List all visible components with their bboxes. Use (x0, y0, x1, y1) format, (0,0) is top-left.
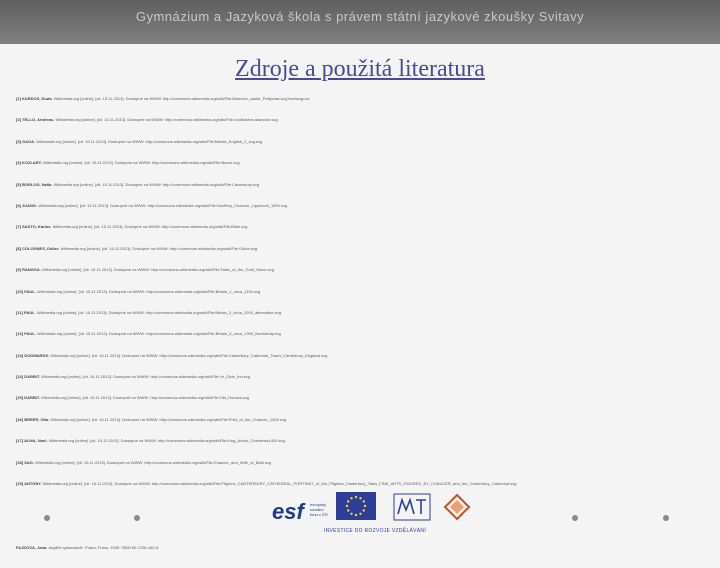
reference-author: FAJKOVÁ, Jana. (16, 546, 49, 551)
reference-item (16, 161, 706, 165)
reference-item (16, 225, 706, 229)
reference-work: Wikimedia.org (37, 289, 63, 294)
reference-work: Wikimedia.org (41, 396, 67, 401)
reference-author: [9] RANGGA. (16, 268, 42, 273)
reference-work: Wikimedia.org (38, 203, 64, 208)
reference-author: [5] BORLOG, Naïla. (16, 182, 54, 187)
reference-item (16, 183, 706, 187)
reference-item (16, 396, 706, 400)
reference-author: [12] PAUL. (16, 332, 38, 337)
reference-details: [online]. [cit. 15.11.2013]. Dostupné na WWW: http://commons.wikimedia.org/wiki/File:Tales_of_the_Gold_Stone.svg (67, 268, 274, 273)
reference-author: [17] ALMA, Noel. (16, 439, 49, 444)
bullet-dot-left-2 (134, 515, 140, 521)
school-name: Gymnázium a Jazyková škola s právem státní jazykové zkoušky Svitavy (135, 9, 585, 24)
reference-author: [4] KOZLARY. (16, 161, 43, 166)
reference-item (16, 290, 706, 294)
reference-details: [online]. [cit. 15.11.2013]. Dostupné na WWW: http://commons.wikimedia.org/wiki/File:King_Arthur_Christmas1400.svg (74, 439, 285, 444)
reference-details: [online]. [cit. 15.11.2013]. Dostupné na WWW: http://commons.wikimedia.org/wiki/File:Lindisfarne.abandon.svg (80, 118, 278, 123)
reference-item (16, 140, 706, 144)
reference-author: [8] COLOGNES, Didier. (16, 246, 61, 251)
reference-details: [online]. [cit. 15.11.2013]. Dostupné na WWW: http://commons.wikimedia.org/wiki/File:Ye_Olde_Inn.svg (66, 375, 251, 380)
reference-author: [7] SASTO, Karlos. (16, 225, 53, 230)
reference-work: Wikimedia.org (48, 439, 75, 444)
eu-flag-logo (336, 492, 376, 520)
reference-details: [online]. [cit. 15.11.2013]. Dostupné na WWW: http://commons.wikimedia.org/wiki/File:Middle_English_2_svg.svg (61, 139, 263, 144)
reference-work: Wikimedia.org (50, 417, 76, 422)
bullet-dot-left (44, 515, 50, 521)
op-logo (443, 493, 471, 521)
reference-author: [16] BREER, Olla. (16, 417, 51, 422)
reference-work: Wikimedia.org (53, 182, 79, 187)
reference-details: [online]. [cit. 15.11.2013]. Dostupné na WWW: http://commons.wikimedia.org/wiki/File:Britain_2_circa_1200_alternative.svg (62, 310, 281, 315)
reference-details: [online]. [cit. 15.11.2013]. Dostupné na WWW: http://commons.wikimedia.org/wiki/File:Pilgrims_CANTERBURY_CATHEDRAL_PORTRAIT_of_the_Pilgrims_Canterbury_Tales_FINE_ARTS_FIGURES_BY_CHAUCER_and_the_Canterbury_Cathedral.svg (67, 482, 517, 487)
reference-details: [online]. [cit. 15.11.2013]. Dostupné na WWW: http://commons.wikimedia.org/wiki/File:Globe.svg (85, 246, 258, 251)
reference-details: [online]. [cit. 15.11.2013]. Dostupné na WWW: http://commons.wikimedia.org/wiki/File:Britain_3_circa_1300_Normandy.svg (62, 332, 281, 337)
svg-text:evropský: evropský (310, 502, 327, 507)
reference-author: [1] KARDOS, Duda. (16, 97, 54, 101)
reference-item (16, 118, 706, 122)
page-title: Zdroje a použitá literatura (235, 56, 485, 82)
reference-item (16, 268, 706, 272)
reference-author: [2] TELLO, Andreas. (16, 118, 56, 123)
reference-item (16, 418, 706, 422)
reference-author: [13] DODWARDS. (16, 353, 51, 358)
reference-author: [6] JUANG. (16, 203, 39, 208)
reference-work: Wikimedia.org (42, 161, 69, 166)
reference-details: [online]. [cit. 15.11.2013]. Dostupné na WWW: http://commons.wikimedia.org/wiki/File:Canterbury_Cathedral_Tower_Canterbury_England.svg (75, 353, 328, 358)
reference-work: Angličtí spisovatelé (48, 546, 83, 551)
reference-work: Wikimedia.org (42, 268, 68, 273)
svg-text:sociální: sociální (310, 507, 324, 512)
reference-work: Wikimedia.org (35, 460, 61, 465)
reference-details: [online]. [cit. 15.11.2013]. Dostupné na WWW: http://commons.wikimedia.org/wiki/File:Bible.svg (77, 225, 248, 230)
reference-details: [online]. [cit. 15.11.2013]. Dostupné na WWW: http://commons.wikimedia.org/wiki/File:Print_of_the_Chaucer_1400.svg (75, 417, 287, 422)
reference-item (16, 97, 706, 101)
reference-work: Wikimedia.org (42, 482, 68, 487)
reference-work: Wikimedia.org (36, 139, 62, 144)
reference-item (16, 439, 706, 443)
reference-work: Wikimedia.org (55, 118, 81, 123)
reference-author: [19] ANTONY. (16, 482, 43, 487)
esf-logo (272, 497, 330, 525)
bullet-dot-right (572, 515, 578, 521)
reference-item (16, 247, 706, 251)
reference-item (16, 461, 706, 465)
reference-author: [18] SAG. (16, 460, 36, 465)
bullet-dot-right-2 (663, 515, 669, 521)
reference-item (16, 311, 706, 315)
reference-item (16, 482, 706, 486)
reference-work: Wikimedia.org (41, 375, 67, 380)
msmt-logo (392, 492, 432, 522)
reference-details: [online]. [cit. 15.11.2013]. Dostupné na WWW: http://commons.wikimedia.org/wiki/File:Britain_1_circa_1100.svg (62, 289, 261, 294)
reference-work: Wikimedia.org (50, 353, 76, 358)
reference-item (16, 546, 706, 550)
slide-header (0, 0, 720, 44)
reference-details: [online]. [cit. 15.11.2013]. Dostupné na WWW: http://commons.wikimedia.org/wiki/File:Chaucer_and_Wife_of_Bath.svg (60, 460, 272, 465)
reference-details: [online]. [cit. 15.11.2013]. Dostupné na WWW: http://commons.wikimedia.org/wiki/File:Old_Houses.svg (66, 396, 250, 401)
svg-text:fond v ČR: fond v ČR (310, 512, 328, 517)
reference-details: [online]. [cit. 15.11.2013]. Dostupné na WWW: http://commons.wikimedia.org/wiki/File:Bolsover_castle_Pettycoat.svg?uselang=cs (79, 97, 310, 101)
investment-caption: INVESTICE DO ROZVOJE VZDĚLÁVÁNÍ (323, 528, 427, 534)
svg-text:esf: esf (272, 499, 304, 524)
reference-work: Wikimedia.org (53, 97, 80, 101)
reference-details: [online]. [cit. 15.11.2013]. Dostupné na WWW: http://commons.wikimedia.org/wiki/File:Canterbury.svg (78, 182, 259, 187)
reference-details: [online]. [cit. 15.11.2013]. Dostupné na WWW: http://commons.wikimedia.org/wiki/File:Beorn.svg (68, 161, 240, 166)
reference-item (16, 204, 706, 208)
reference-author: [14] DARBIT. (16, 375, 42, 380)
reference-author: [11] PAUL. (16, 310, 37, 315)
reference-work: Wikimedia.org (37, 332, 63, 337)
reference-item (16, 354, 706, 358)
reference-author: [15] DARBIT. (16, 396, 42, 401)
reference-details: . Praha: Fraus, 2005. ISBN 80-7238-460-5. (82, 546, 160, 551)
reference-work: Wikimedia.org (60, 246, 86, 251)
reference-item (16, 332, 706, 336)
reference-author: [10] PAUL. (16, 289, 38, 294)
reference-item (16, 375, 706, 379)
reference-details: [online]. [cit. 15.11.2013]. Dostupné na WWW: http://commons.wikimedia.org/wiki/File:Geoffrey_Chaucer_Lippincott_1900.svg (63, 203, 288, 208)
reference-work: Wikimedia.org (52, 225, 78, 230)
reference-author: [3] GAGA. (16, 139, 37, 144)
reference-work: Wikimedia.org (36, 310, 63, 315)
